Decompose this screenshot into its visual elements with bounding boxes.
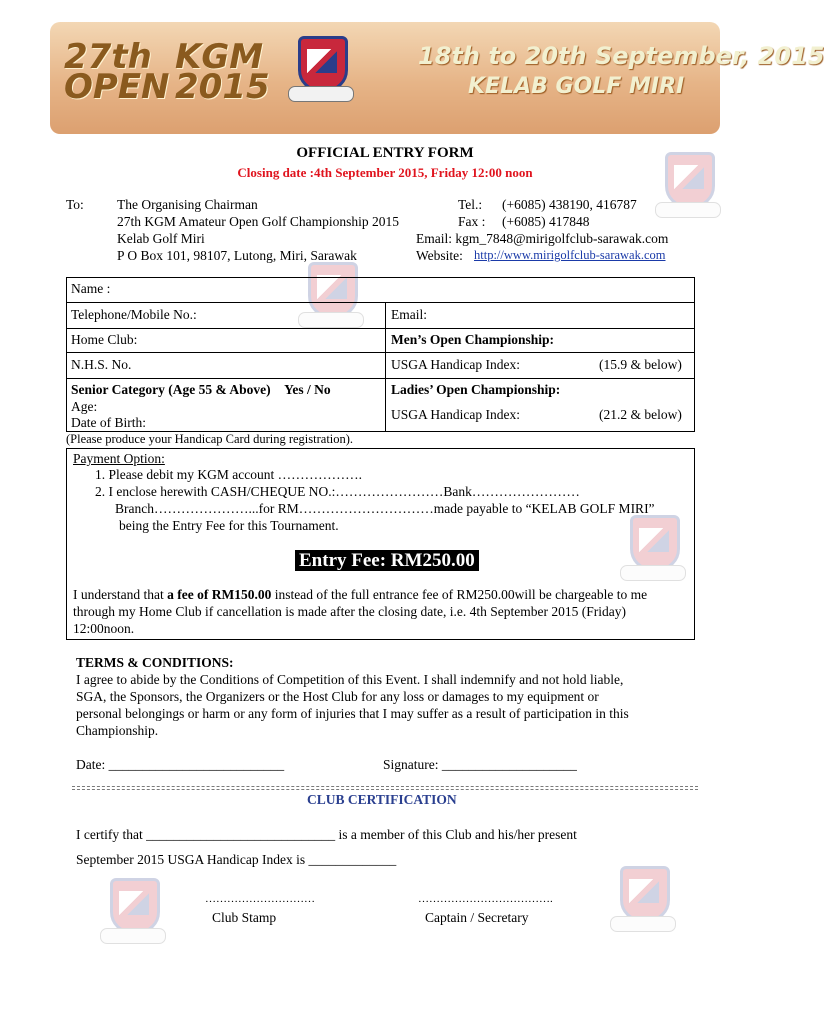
banner-dates: 18th to 20th September, 2015: [418, 42, 824, 70]
email-contact: Email: kgm_7848@mirigolfclub-sarawak.com: [416, 231, 669, 246]
date-field[interactable]: Date: __________________________: [76, 757, 285, 772]
ladies-open-label: Ladies’ Open Championship:: [391, 382, 561, 397]
handicap-index-line[interactable]: September 2015 USGA Handicap Index is _____________: [76, 852, 397, 867]
closing-date: Closing date :4th September 2015, Friday 12:00 noon: [237, 165, 533, 180]
ladies-usga-field[interactable]: USGA Handicap Index:: [391, 407, 520, 422]
payment-branch-line[interactable]: Branch…………………...for RM…………………………made payable to “KELAB GOLF MIRI”: [115, 501, 655, 516]
member-certify-line[interactable]: I certify that ____________________________ is a member of this Club and his/her present: [76, 827, 577, 842]
fax-value: (+6085) 417848: [502, 214, 590, 229]
payment-option-cheque[interactable]: 2. I enclose herewith CASH/CHEQUE NO.:……………………Bank……………………: [95, 484, 580, 499]
club-certification-heading: CLUB CERTIFICATION: [307, 792, 457, 807]
ladies-usga-limit: (21.2 & below): [599, 407, 682, 422]
terms-line: Championship.: [76, 723, 159, 738]
banner-kgm: KGM 2015: [175, 37, 270, 107]
mens-usga-field[interactable]: USGA Handicap Index:: [391, 357, 520, 372]
address-line: 27th KGM Amateur Open Golf Championship 2015: [117, 214, 399, 229]
tel-label: Tel.:: [458, 197, 483, 212]
club-stamp-label: Club Stamp: [212, 910, 277, 925]
dob-field[interactable]: Date of Birth:: [71, 415, 146, 430]
telephone-field[interactable]: Telephone/Mobile No.:: [71, 307, 197, 322]
senior-yes-no[interactable]: Yes / No: [284, 382, 331, 397]
to-label: To:: [66, 197, 84, 212]
club-stamp-line[interactable]: …………………………: [205, 893, 315, 905]
website-link[interactable]: http://www.mirigolfclub-sarawak.com: [474, 248, 666, 262]
age-field[interactable]: Age:: [71, 399, 98, 414]
form-title: OFFICIAL ENTRY FORM: [296, 145, 474, 161]
mens-open-label: Men’s Open Championship:: [391, 332, 555, 347]
website-label: Website:: [416, 248, 463, 263]
cancellation-text-2: through my Home Club if cancellation is made after the closing date, i.e. 4th September 2015 (Friday): [73, 604, 626, 619]
captain-secretary-label: Captain / Secretary: [425, 910, 529, 925]
fax-label: Fax :: [458, 214, 486, 229]
terms-heading: TERMS & CONDITIONS:: [76, 655, 234, 670]
terms-line: I agree to abide by the Conditions of Competition of this Event. I shall indemnify and not hold liable,: [76, 672, 624, 687]
payment-option-debit[interactable]: 1. Please debit my KGM account ……………….: [95, 467, 362, 482]
payment-box: [66, 448, 695, 640]
entry-fee-badge: Entry Fee: RM250.00: [295, 550, 479, 571]
home-club-field[interactable]: Home Club:: [71, 332, 138, 347]
cancellation-text: I understand that a fee of RM150.00 instead of the full entrance fee of RM250.00will be chargeable to me: [73, 587, 648, 602]
address-line: The Organising Chairman: [117, 197, 258, 212]
watermark-crest-icon: [100, 878, 164, 948]
name-field[interactable]: Name :: [71, 281, 111, 296]
entry-details-table: [66, 277, 695, 432]
watermark-crest-icon: [655, 152, 719, 222]
payment-heading: Payment Option:: [73, 451, 165, 466]
email-field[interactable]: Email:: [391, 307, 427, 322]
handicap-note: (Please produce your Handicap Card during registration).: [66, 432, 354, 446]
watermark-crest-icon: [610, 866, 674, 936]
section-divider: [72, 789, 698, 790]
tel-value: (+6085) 438190, 416787: [502, 197, 637, 212]
banner-edition: 27th OPEN: [64, 37, 170, 107]
payment-purpose: being the Entry Fee for this Tournament.: [119, 518, 339, 533]
club-crest-logo: [288, 36, 352, 106]
nhs-field[interactable]: N.H.S. No.: [71, 357, 132, 372]
cancellation-text-3: 12:00noon.: [73, 621, 135, 636]
section-divider: [72, 786, 698, 787]
senior-category-label: Senior Category (Age 55 & Above) Yes / No: [71, 382, 331, 397]
captain-signature-line[interactable]: ……………………………….: [418, 893, 553, 905]
address-line: Kelab Golf Miri: [117, 231, 205, 246]
banner-venue: KELAB GOLF MIRI: [468, 74, 685, 99]
mens-usga-limit: (15.9 & below): [599, 357, 682, 372]
terms-line: SGA, the Sponsors, the Organizers or the Host Club for any loss or damages to my equipment or: [76, 689, 599, 704]
event-banner: [50, 22, 824, 134]
address-line: P O Box 101, 98107, Lutong, Miri, Sarawak: [117, 248, 357, 263]
signature-field[interactable]: Signature: ____________________: [383, 757, 577, 772]
terms-line: personal belongings or harm or any form of injuries that I may suffer as a result of participation in this: [76, 706, 629, 721]
